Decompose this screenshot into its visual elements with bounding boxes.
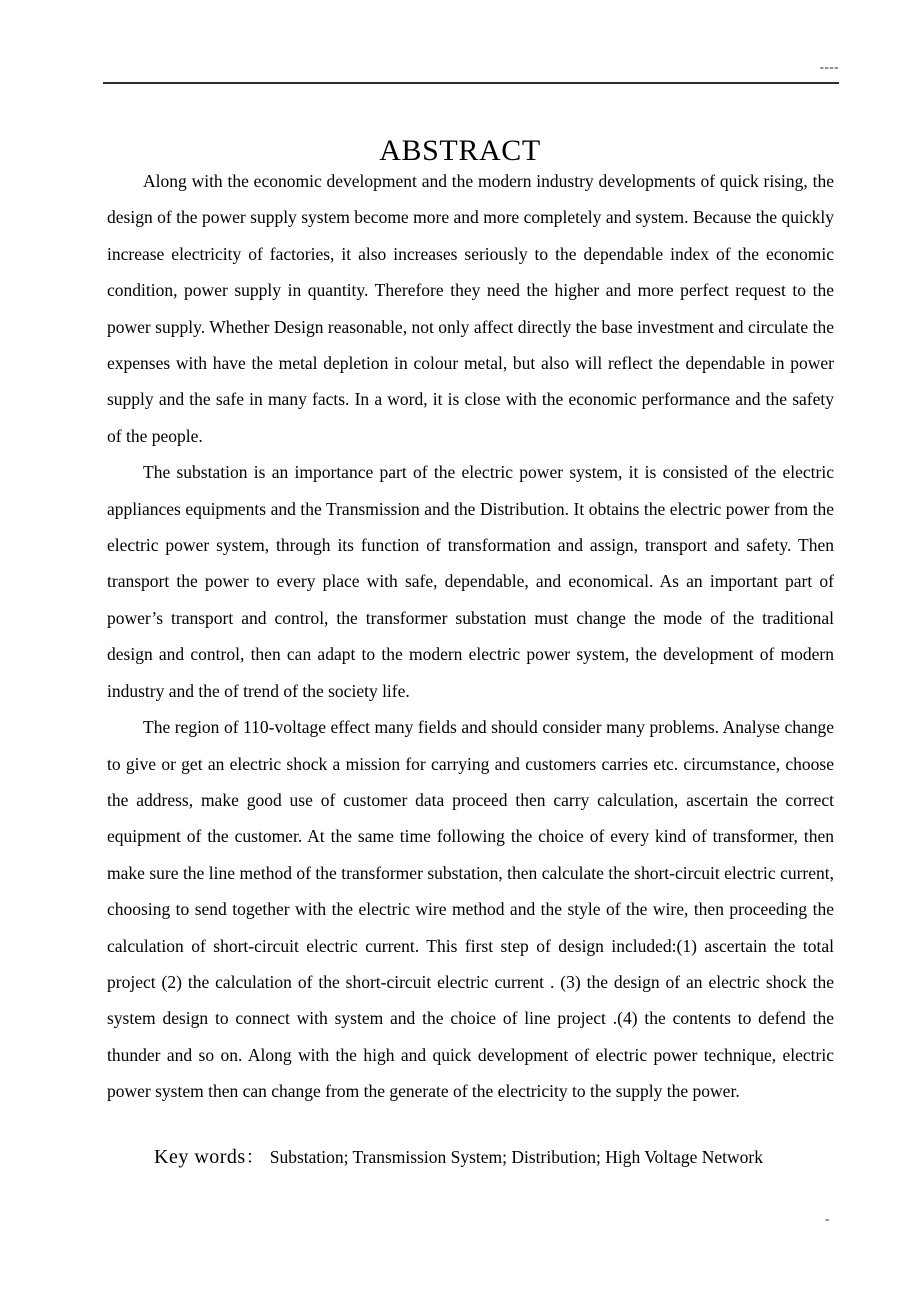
abstract-paragraph: The substation is an importance part of the electric power system, it is consisted of the electric appliances equipments and the Transmission and the Distribution. It obtains the electric power from the electric power system, through its function of transformation and assign, transport and safety. Then transport the power to every place with safe, dependable, and economical. As an important part of power’s transport and control, the transformer substation must change the mode of the traditional design and control, then can adapt to the modern electric power system, the development of modern industry and the of trend of the society life. — [107, 462, 834, 701]
abstract-paragraph: Along with the economic development and the modern industry developments of quick rising, the design of the power supply system become more and more completely and system. Because the quickly increase electricity of factories, it also increases seriously to the dependable index of the economic condition, power supply in quantity. Therefore they need the higher and more perfect request to the power supply. Whether Design reasonable, not only affect directly the base investment and circulate the expenses with have the metal depletion in colour metal, but also will reflect the dependable in power supply and the safe in many facts. In a word, it is close with the economic performance and the safety of the people. — [107, 171, 834, 446]
keywords-colon: ： — [245, 1147, 264, 1167]
keywords-value: Substation; Transmission System; Distribution; High Voltage Network — [269, 1147, 763, 1167]
page-title: ABSTRACT — [379, 134, 541, 168]
abstract-body — [107, 163, 834, 1110]
keywords-label: Key words — [154, 1146, 246, 1168]
header-mark: ---- — [819, 59, 839, 74]
header-rule-divider — [103, 82, 839, 84]
page-footer — [107, 1208, 834, 1232]
page-header — [103, 60, 839, 90]
footer-mark: - — [825, 1211, 830, 1226]
abstract-paragraph: The region of 110-voltage effect many fields and should consider many problems. Analyse change to give or get an electric shock a mission for carrying and customers carries etc. circumstance, choose the address, make good use of customer data proceed then carry calculation, ascertain the correct equipment of the customer. At the same time following the choice of every kind of transformer, then make sure the line method of the transformer substation, then calculate the short-circuit electric current, choosing to send together with the electric wire method and the style of the wire, then proceeding the calculation of short-circuit electric current. This first step of design included:(1) ascertain the total project (2) the calculation of the short-circuit electric current . (3) the design of an electric shock the system design to connect with system and the choice of line project .(4) the contents to defend the thunder and so on. Along with the high and quick development of electric power technique, electric power system then can change from the generate of the electricity to the supply the power. — [107, 717, 834, 1102]
keywords-line — [107, 1142, 834, 1172]
